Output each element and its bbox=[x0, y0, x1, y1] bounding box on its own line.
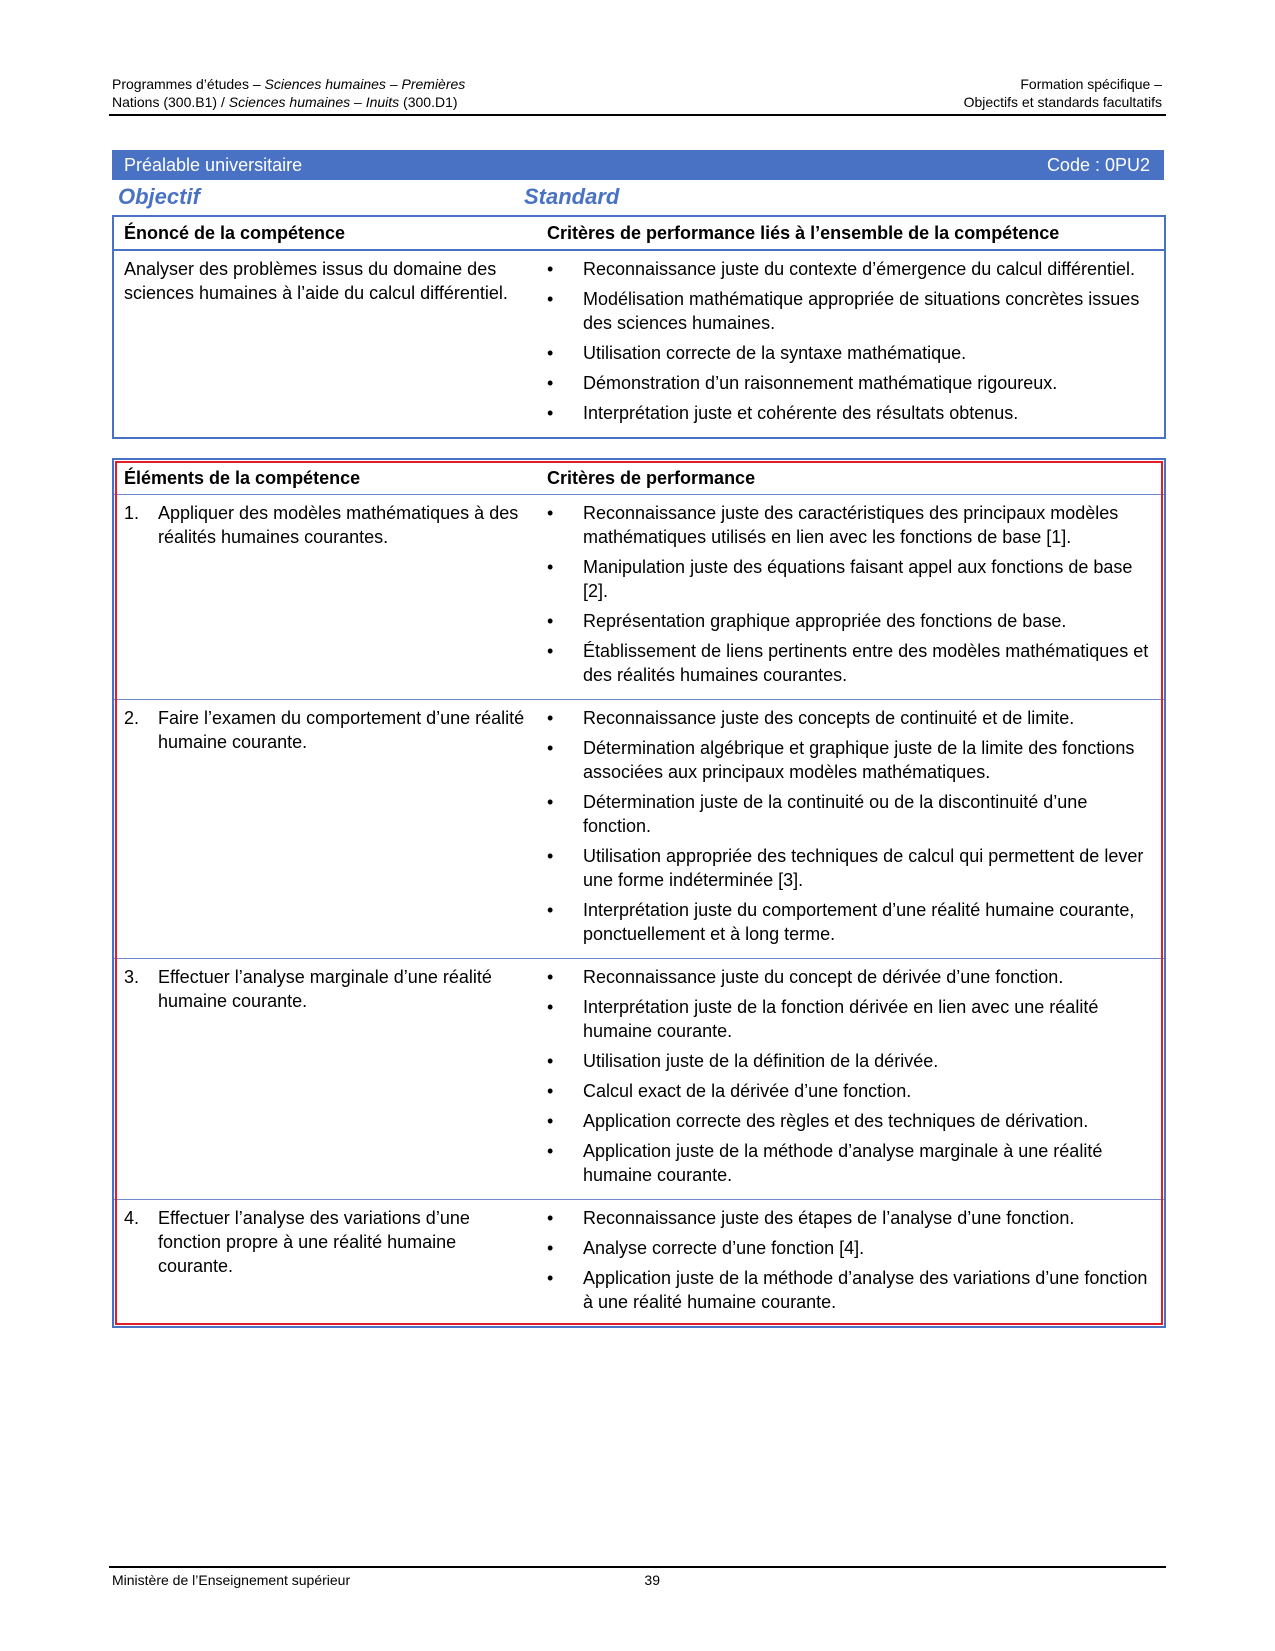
list-item: • Calcul exact de la dérivée d’une fonction. bbox=[547, 1079, 1154, 1103]
header-program-label: Programmes d’études – bbox=[112, 76, 265, 92]
criteria-cell bbox=[537, 700, 1165, 959]
list-item: • Utilisation juste de la définition de la dérivée. bbox=[547, 1049, 1154, 1073]
header-right-line2: Objectifs et standards facultatifs bbox=[963, 94, 1162, 110]
elements-header: Éléments de la compétence bbox=[124, 468, 361, 488]
element-2 bbox=[124, 706, 527, 754]
criteria-list bbox=[547, 1206, 1154, 1314]
list-item: • Reconnaissance juste des concepts de continuité et de limite. bbox=[547, 706, 1154, 730]
list-item: • Interprétation juste de la fonction dérivée en lien avec une réalité humaine courante. bbox=[547, 995, 1154, 1043]
header-code-d1: (300.D1) bbox=[399, 94, 458, 110]
section-banner bbox=[112, 150, 1164, 180]
element-cell bbox=[113, 959, 537, 1200]
list-item: • Modélisation mathématique appropriée de situations concrètes issues des sciences humaines. bbox=[547, 287, 1154, 335]
banner-title: Préalable universitaire bbox=[124, 154, 303, 175]
banner-code: Code : 0PU2 bbox=[1046, 154, 1150, 175]
list-item: • Analyse correcte d’une fonction [4]. bbox=[547, 1236, 1154, 1260]
element-text: Effectuer l’analyse marginale d’une réalité humaine courante. bbox=[158, 967, 492, 1011]
overall-criteria-list bbox=[547, 257, 1154, 425]
list-item: • Application juste de la méthode d’analyse marginale à une réalité humaine courante. bbox=[547, 1139, 1154, 1187]
criteria-cell bbox=[537, 1200, 1165, 1328]
element-text: Effectuer l’analyse des variations d’une fonction propre à une réalité humaine courante. bbox=[158, 1208, 470, 1276]
element-4 bbox=[124, 1206, 527, 1278]
element-text: Faire l’examen du comportement d’une réalité humaine courante. bbox=[158, 708, 525, 752]
element-cell bbox=[113, 700, 537, 959]
criteria-list bbox=[547, 965, 1154, 1187]
list-item: • Utilisation appropriée des techniques de calcul qui permettent de lever une forme indéterminée [3]. bbox=[547, 844, 1154, 892]
list-item: • Détermination algébrique et graphique juste de la limite des fonctions associées aux principaux modèles mathématiques. bbox=[547, 736, 1154, 784]
criteria-cell bbox=[537, 959, 1165, 1200]
objectif-label: Objectif bbox=[118, 184, 200, 209]
objective-standard-labels bbox=[112, 184, 1164, 212]
criteria-header: Critères de performance bbox=[547, 468, 756, 488]
table-header-row bbox=[113, 459, 1165, 495]
overall-criteria-cell bbox=[537, 250, 1165, 438]
header-left-line1 bbox=[112, 75, 465, 93]
element-cell bbox=[113, 1200, 537, 1328]
table-row bbox=[113, 700, 1165, 959]
header-code-b1: (300.B1) / bbox=[159, 94, 229, 110]
header-left-line2 bbox=[112, 93, 458, 111]
table-row bbox=[113, 250, 1165, 438]
running-footer bbox=[112, 1572, 660, 1588]
element-number: 4. bbox=[124, 1208, 140, 1228]
list-item: • Reconnaissance juste des caractéristiques des principaux modèles mathématiques utilisés en lien avec les fonctions de base [1]. bbox=[547, 501, 1154, 549]
standard-label: Standard bbox=[524, 184, 620, 209]
element-number: 2. bbox=[124, 708, 140, 728]
list-item: • Application correcte des règles et des techniques de dérivation. bbox=[547, 1109, 1154, 1133]
list-item: • Interprétation juste et cohérente des résultats obtenus. bbox=[547, 401, 1154, 425]
list-item: • Interprétation juste du comportement d’une réalité humaine courante, ponctuellement et à long terme. bbox=[547, 898, 1154, 946]
table-header-row bbox=[113, 216, 1165, 250]
list-item: • Reconnaissance juste du concept de dérivée d’une fonction. bbox=[547, 965, 1154, 989]
criteria-list bbox=[547, 706, 1154, 946]
header-program-title: Sciences humaines – Premières bbox=[264, 76, 466, 92]
footer-divider bbox=[109, 1566, 1166, 1568]
list-item: • Manipulation juste des équations faisant appel aux fonctions de base [2]. bbox=[547, 555, 1154, 603]
running-header bbox=[112, 75, 1162, 111]
competence-statement: Analyser des problèmes issus du domaine des sciences humaines à l’aide du calcul différentiel. bbox=[124, 259, 508, 303]
table-row bbox=[113, 959, 1165, 1200]
element-3 bbox=[124, 965, 527, 1013]
header-nations: Nations bbox=[112, 94, 160, 110]
list-item: • Établissement de liens pertinents entre des modèles mathématiques et des réalités humaines courantes. bbox=[547, 639, 1154, 687]
header-inuits-title: Sciences humaines – Inuits bbox=[228, 94, 400, 110]
element-number: 1. bbox=[124, 503, 140, 523]
element-text: Appliquer des modèles mathématiques à des réalités humaines courantes. bbox=[158, 503, 519, 547]
competence-statement-table bbox=[112, 215, 1166, 439]
page-number: 39 bbox=[644, 1572, 660, 1588]
header-divider bbox=[109, 114, 1166, 116]
list-item: • Reconnaissance juste des étapes de l’analyse d’une fonction. bbox=[547, 1206, 1154, 1230]
competence-elements-table bbox=[112, 458, 1166, 1328]
criteria-overall-header: Critères de performance liés à l’ensemble de la compétence bbox=[537, 216, 1165, 250]
criteria-cell bbox=[537, 495, 1165, 700]
header-right-line1: Formation spécifique – bbox=[1020, 76, 1162, 92]
list-item: • Représentation graphique appropriée des fonctions de base. bbox=[547, 609, 1154, 633]
element-number: 3. bbox=[124, 967, 140, 987]
element-cell bbox=[113, 495, 537, 700]
list-item: • Démonstration d’un raisonnement mathématique rigoureux. bbox=[547, 371, 1154, 395]
footer-ministry: Ministère de l’Enseignement supérieur bbox=[112, 1572, 351, 1588]
list-item: • Détermination juste de la continuité ou de la discontinuité d’une fonction. bbox=[547, 790, 1154, 838]
list-item: • Application juste de la méthode d’analyse des variations d’une fonction à une réalité humaine courante. bbox=[547, 1266, 1154, 1314]
list-item: • Utilisation correcte de la syntaxe mathématique. bbox=[547, 341, 1154, 365]
table-row bbox=[113, 495, 1165, 700]
enonce-header: Énoncé de la compétence bbox=[113, 216, 537, 250]
criteria-list bbox=[547, 501, 1154, 687]
list-item: • Reconnaissance juste du contexte d’émergence du calcul différentiel. bbox=[547, 257, 1154, 281]
element-1 bbox=[124, 501, 527, 549]
table-row bbox=[113, 1200, 1165, 1328]
